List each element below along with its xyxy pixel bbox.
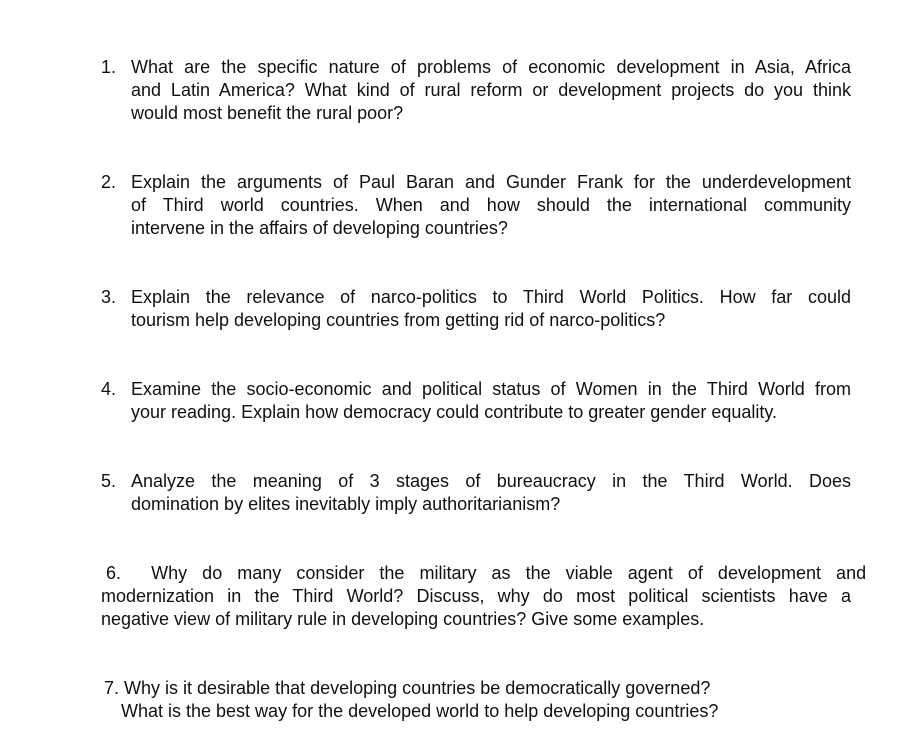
question-number: 7. [104,678,120,698]
question-text [131,378,851,424]
question-text [101,562,867,631]
question-line: Analyze the meaning of 3 stages of bureaucracy in the Third World. Does [131,471,851,491]
question-line: tourism help developing countries from getting rid of narco-politics? [131,310,666,330]
question-line: intervene in the affairs of developing countries? [131,218,508,238]
question-line: and Latin America? What kind of rural reform or development projects do you think [131,80,851,100]
question-line: would most benefit the rural poor? [131,103,404,123]
question-number: 2. [101,172,117,192]
question-line: your reading. Explain how democracy could contribute to greater gender equality. [131,402,778,422]
question-line [101,562,867,585]
question-line: Examine the socio-economic and political status of Women in the Third World from [131,379,851,399]
question-line: modernization in the Third World? Discuss, why do most political scientists have a [101,586,851,606]
question-line-text: Why is it desirable that developing countries be democratically governed? [124,678,711,698]
question-line: What are the specific nature of problems of economic development in Asia, Africa [131,57,851,77]
question-number: 4. [101,379,117,399]
question-line: of Third world countries. When and how should the international community [131,195,851,215]
question-text [131,286,851,332]
question-number: 3. [101,287,117,307]
question-line: Explain the arguments of Paul Baran and Gunder Frank for the underdevelopment [131,172,851,192]
question-text [131,171,851,240]
question-line: Explain the relevance of narco-politics to Third World Politics. How far could [131,287,851,307]
question-text [131,470,851,516]
question-number: 5. [101,471,117,491]
question-number: 6. [106,563,122,583]
question-line-text: Why do many consider the military as the viable agent of development and [151,563,867,583]
question-line [104,677,710,700]
question-line: negative view of military rule in developing countries? Give some examples. [101,609,705,629]
question-text [131,56,851,125]
question-line: What is the best way for the developed world to help developing countries? [121,701,719,721]
question-number: 1. [101,57,117,77]
question-line: domination by elites inevitably imply authoritarianism? [131,494,561,514]
